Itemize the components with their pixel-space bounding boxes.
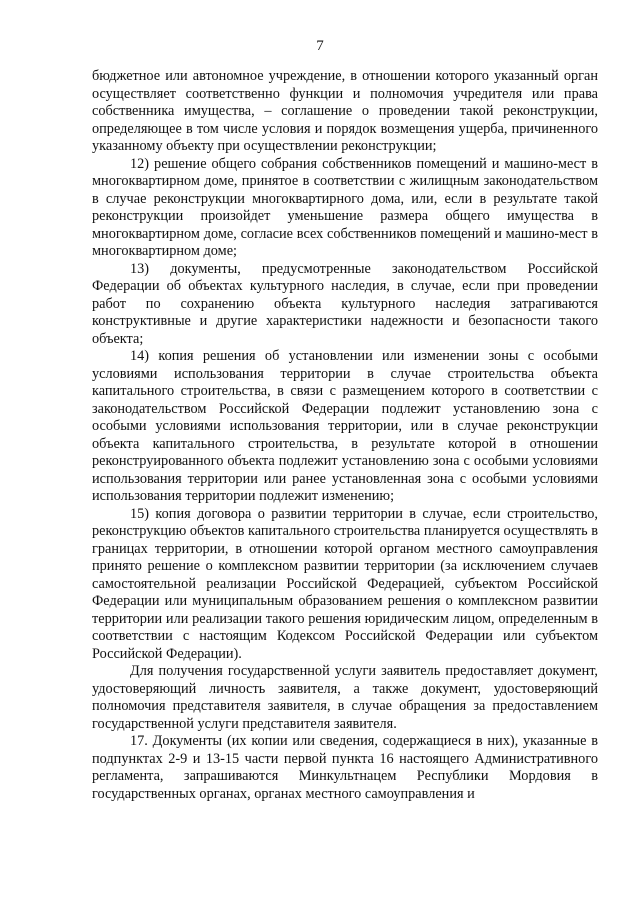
paragraph-item-14: 14) копия решения об установлении или изменении зоны с особыми условиями использования территории в случае строительства объекта капитального строительства, в связи с размещением которого в соответствии с законодательством Российской Федерации подлежит установлению зона с особыми условиями использования территории, или в случае реконструкции объекта капитального строительства, в результате которой в отношении реконструированного объекта подлежит установлению зона с особыми условиями использования территории или ранее установленная зона с особыми условиями использования территории подлежит изменению; (92, 348, 598, 504)
paragraph-item-13: 13) документы, предусмотренные законодательством Российской Федерации об объектах культурного наследия, в случае, если при проведении работ по сохранению объекта культурного наследия затрагиваются конструктивные и другие характеристики надежности и безопасности такого объекта; (92, 260, 598, 347)
paragraph-continuation: бюджетное или автономное учреждение, в отношении которого указанный орган осуществляет соответственно функции и полномочия учредителя или права собственника имущества, – соглашение о проведении такой реконструкции, определяющее в том числе условия и порядок возмещения ущерба, причиненного указанному объекту при осуществлении реконструкции; (92, 68, 598, 154)
document-body (92, 68, 598, 803)
paragraph-section-17: 17. Документы (их копии или сведения, содержащиеся в них), указанные в подпунктах 2-9 и 13-15 части первой пункта 16 настоящего Административного регламента, запрашиваются Минкультнацем Республики Мордовия в государственных органах, органах местного самоуправления и (92, 733, 598, 802)
paragraph-item-12: 12) решение общего собрания собственников помещений и машино-мест в многоквартирном доме, принятое в соответствии с жилищным законодательством в случае реконструкции многоквартирного дома, или, если в результате такой реконструкции произойдет уменьшение размера общего имущества в многоквартирном доме, согласие всех собственников помещений и машино-мест в многоквартирном доме; (92, 155, 598, 259)
page-number: 7 (316, 38, 324, 54)
paragraph-item-15: 15) копия договора о развитии территории в случае, если строительство, реконструкцию объектов капитального строительства планируется осуществлять в границах территории, в отношении которой органом местного самоуправления принято решение о комплексном развитии территории (за исключением случаев самостоятельной реализации Российской Федерацией, субъектом Российской Федерации или муниципальным образованием решения о комплексном развитии территории или реализации такого решения юридическим лицом, определенным в соответствии с настоящим Кодексом Российской Федерации или субъектом Российской Федерации). (92, 505, 598, 662)
paragraph-identity-documents: Для получения государственной услуги заявитель предоставляет документ, удостоверяющий личность заявителя, а также документ, удостоверяющий полномочия представителя заявителя, в случае обращения за предоставлением государственной услуги представителя заявителя. (92, 663, 598, 732)
